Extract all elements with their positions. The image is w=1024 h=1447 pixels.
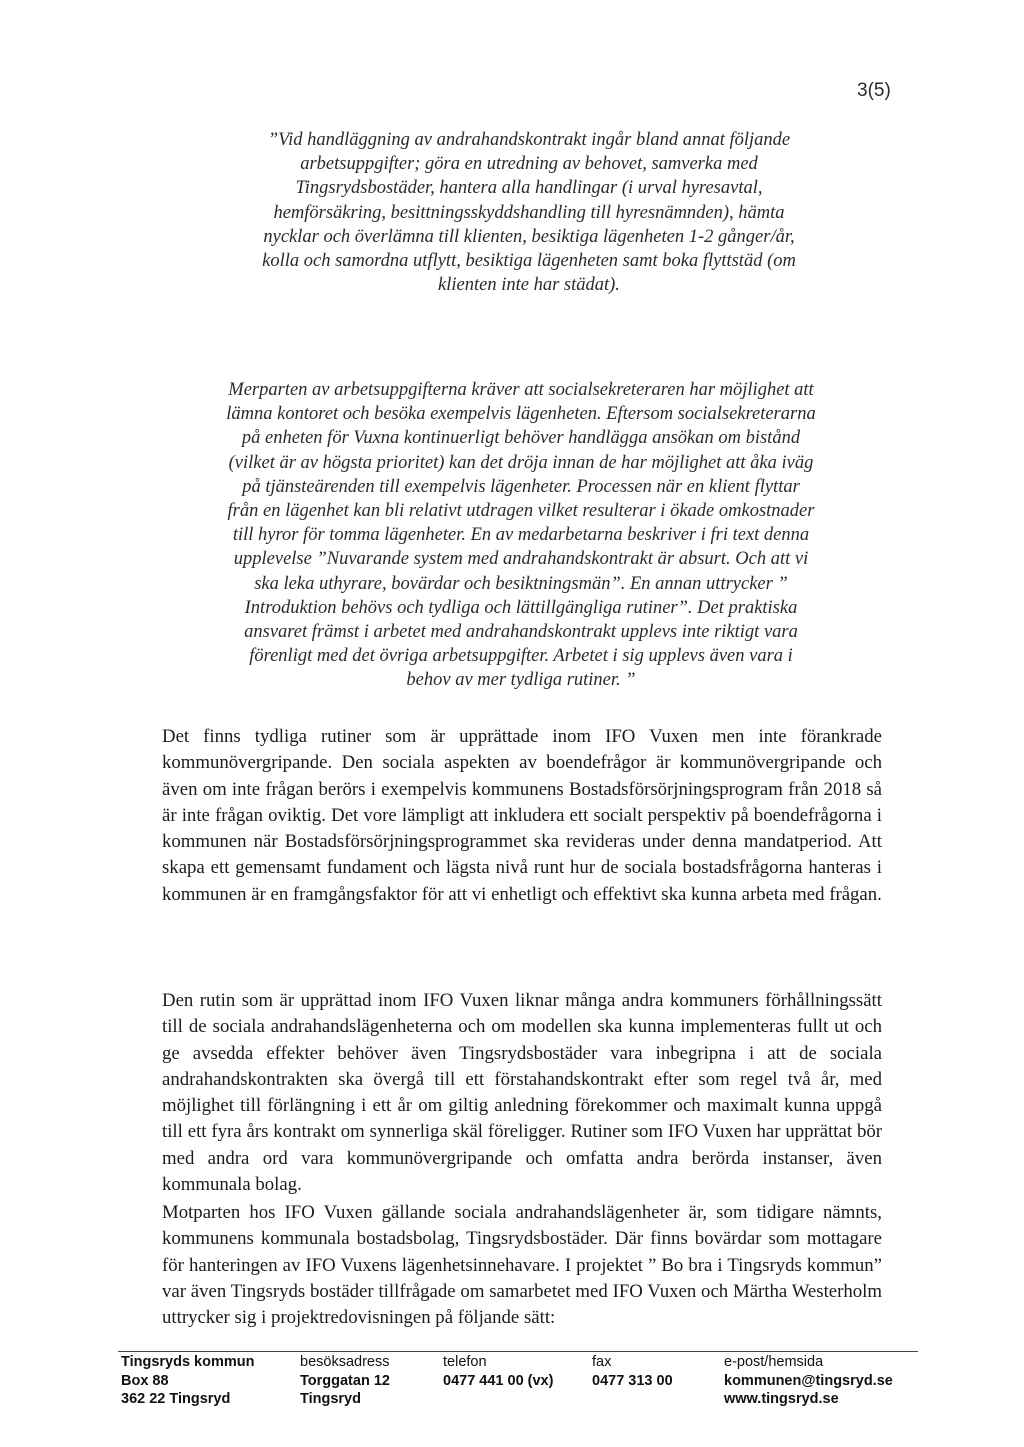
footer-city: Tingsryd	[300, 1391, 361, 1407]
quote-block: Merparten av arbetsuppgifterna kräver att socialsekreteraren har möjlighet att lämna kontoret och besöka exempelvis lägenheten. Eftersom socialsekreterarna på enheten för Vuxna kontinuerligt behöver handlägga ansökan om bistånd (vilket är av högsta prioritet) kan det dröja innan de har möjlighet att åka iväg på tjänsteärenden till exempelvis lägenheter. Processen när en klient flyttar från en lägenhet kan bli relativt utdragen vilket resulterar i ökade omkostnader till hyror för tomma lägenheter. En av medarbetarna beskriver i fri text denna upplevelse ”Nuvarande system med andrahandskontrakt är absurt. Och att vi ska leka uthyrare, bovärdar och besiktningsmän”. En annan uttrycker ” Introduktion behövs och tydliga och lättillgängliga rutiner”. Det praktiska ansvaret främst i arbetet med andrahandskontrakt upplevs inte riktigt vara förenligt med det övriga arbetsuppgifter. Arbetet i sig upplevs även vara i behov av mer tydliga rutiner. ”	[226, 380, 816, 691]
footer-box: Box 88	[121, 1372, 169, 1389]
footer-website[interactable]: www.tingsryd.se	[724, 1391, 839, 1407]
body-paragraph: Det finns tydliga rutiner som är upprättade inom IFO Vuxen men inte förankrade kommunövergripande. Den sociala aspekten av boendefrågor är kommunövergripande och även om inte frågan berörs i exempelvis kommunens Bostadsförsörjningsprogram från 2018 så är inte frågan oviktig. Det vore lämpligt att inkludera ett socialt perspektiv på boendefrågorna i kommunen när Bostadsförsörjningsprogrammet ska revideras under denna mandatperiod. Att skapa ett gemensamt fundament och lägsta nivå runt hur de sociala bostadsfrågorna hanteras i kommunen är en framgångsfaktor för att vi enhetligt och effektivt ska kunna arbeta med frågan.	[162, 726, 882, 905]
footer-phone-number: 0477 441 00 (vx)	[443, 1372, 554, 1389]
footer-visit-label: besöksadress	[300, 1354, 390, 1370]
footer-divider	[118, 1351, 918, 1352]
body-paragraph: Motparten hos IFO Vuxen gällande sociala andrahandslägenheter är, som tidigare nämnts, kommunens kommunala bostadsbolag, Tingsrydsbostäder. Där finns bovärdar som mottagare för hanteringen av IFO Vuxens lägenhetsinnehavare. I projektet ” Bo bra i Tingsryds kommun” var även Tingsryds bostäder tillfrågade om samarbetet med IFO Vuxen och Märtha Westerholm uttrycker sig i projektredovisningen på följande sätt:	[162, 1202, 882, 1329]
footer-fax-number: 0477 313 00	[592, 1372, 673, 1389]
footer-web-label: e-post/hemsida	[724, 1354, 824, 1370]
page-number: 3(5)	[857, 80, 891, 101]
footer-fax-label: fax	[592, 1354, 612, 1370]
footer-email[interactable]: kommunen@tingsryd.se	[724, 1372, 893, 1389]
quote-block: ”Vid handläggning av andrahandskontrakt ingår bland annat följande arbetsuppgifter; göra en utredning av behovet, samverka med Tingsrydsbostäder, hantera alla handlingar (i urval hyresavtal, hemförsäkring, besittningsskyddshandling till hyresnämnden), hämta nycklar och överlämna till klienten, besiktiga lägenheten 1-2 gånger/år, kolla och samordna utflytt, besiktiga lägenheten samt boka flyttstäd (om klienten inte har städat).	[262, 130, 796, 296]
footer-fax	[592, 1353, 673, 1390]
footer-visit-address	[300, 1353, 390, 1409]
footer-street: Torggatan 12	[300, 1372, 390, 1389]
footer-org-name: Tingsryds kommun	[121, 1354, 255, 1370]
footer-organization	[121, 1353, 254, 1409]
footer-phone-label: telefon	[443, 1354, 487, 1370]
footer-phone	[443, 1353, 553, 1390]
footer-web	[724, 1353, 893, 1409]
footer-postal-address: 362 22 Tingsryd	[121, 1391, 231, 1407]
body-paragraph: Den rutin som är upprättad inom IFO Vuxen liknar många andra kommuners förhållningssätt till de sociala andrahandslägenheterna och om modellen ska kunna implementeras fullt ut och ge avsedda effekter behöver även Tingsrydsbostäder vara inbegripna i att de sociala andrahandskontrakten ska övergå till ett förstahandskontrakt efter som regel två år, med möjlighet till förlängning i ett år om giltig anledning förekommer och maximalt kunna uppgå till ett fyra års kontrakt om synnerliga skäl föreligger. Rutiner som IFO Vuxen har upprättat bör med andra ord vara kommunövergripande och omfatta andra berörda instanser, även kommunala bolag.	[162, 990, 882, 1196]
